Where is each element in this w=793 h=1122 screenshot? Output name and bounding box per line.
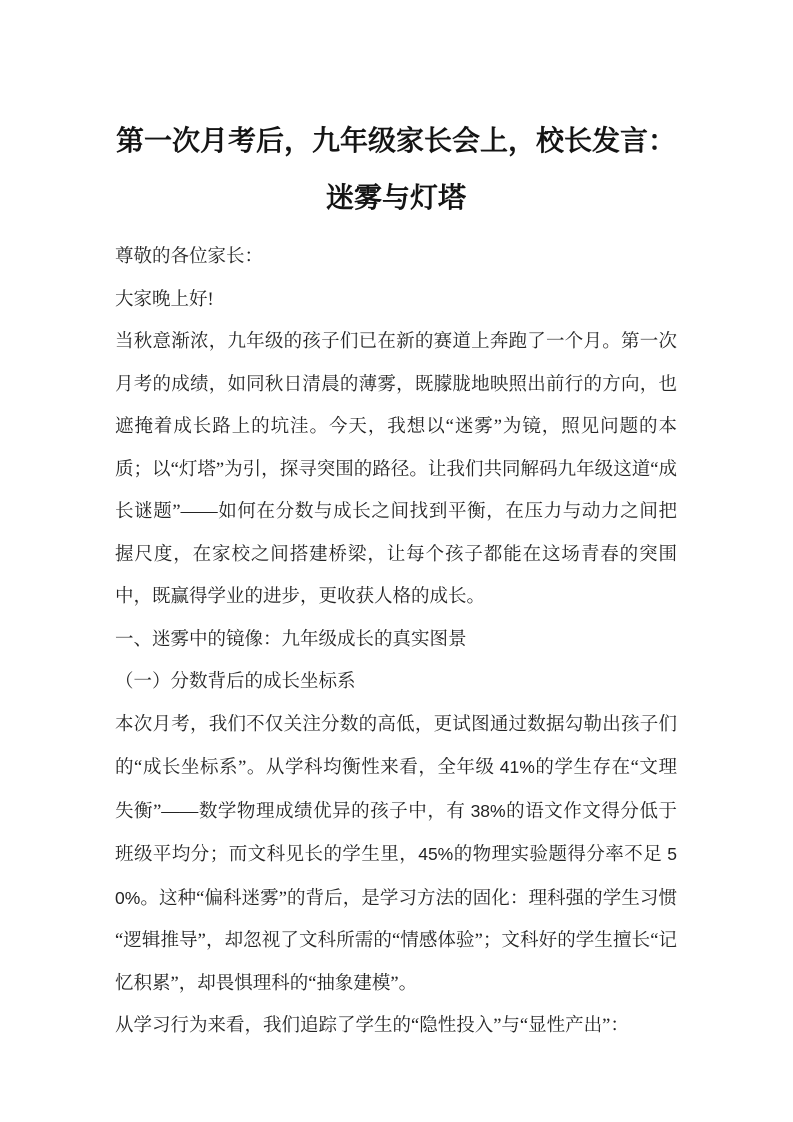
document-title: 第一次月考后，九年级家长会上，校长发言：迷雾与灯塔 — [115, 126, 676, 214]
section-1-heading: 一、迷雾中的镜像：九年级成长的真实图景 — [115, 629, 467, 650]
greeting-line: 大家晚上好! — [115, 289, 214, 310]
subsection-1-1-heading: （一）分数背后的成长坐标系 — [115, 672, 356, 692]
learning-behavior-lead-line: 从学习行为来看，我们追踪了学生的“隐性投入”与“显性产出”： — [115, 1016, 629, 1036]
document-body — [115, 236, 677, 1048]
salutation-line: 尊敬的各位家长： — [115, 247, 264, 267]
subject-balance-paragraph: 本次月考，我们不仅关注分数的高低，更试图通过数据勾勒出孩子们的“成长坐标系”。从学科均衡性来看，全年级 41%的学生存在“文理失衡”——数学物理成绩优异的孩子中，有 38%的语文作文得分低于班级平均分；而文科见长的学生里，45%的物理实验题得分率不足 50%。这种“偏科迷雾”的背后，是学习方法的固化：理科强的学生习惯“逻辑推导”，却忽视了文科所需的“情感体验”；文科好的学生擅长“记忆积累”，却畏惧理科的“抽象建模”。 — [115, 714, 677, 994]
intro-paragraph: 当秋意渐浓，九年级的孩子们已在新的赛道上奔跑了一个月。第一次月考的成绩，如同秋日清晨的薄雾，既朦胧地映照出前行的方向，也遮掩着成长路上的坑洼。今天，我想以“迷雾”为镜，照见问题的本质；以“灯塔”为引，探寻突围的路径。让我们共同解码九年级这道“成长谜题”——如何在分数与成长之间找到平衡，在压力与动力之间把握尺度，在家校之间搭建桥梁，让每个孩子都能在这场青春的突围中，既赢得学业的进步，更收获人格的成长。 — [115, 332, 677, 607]
